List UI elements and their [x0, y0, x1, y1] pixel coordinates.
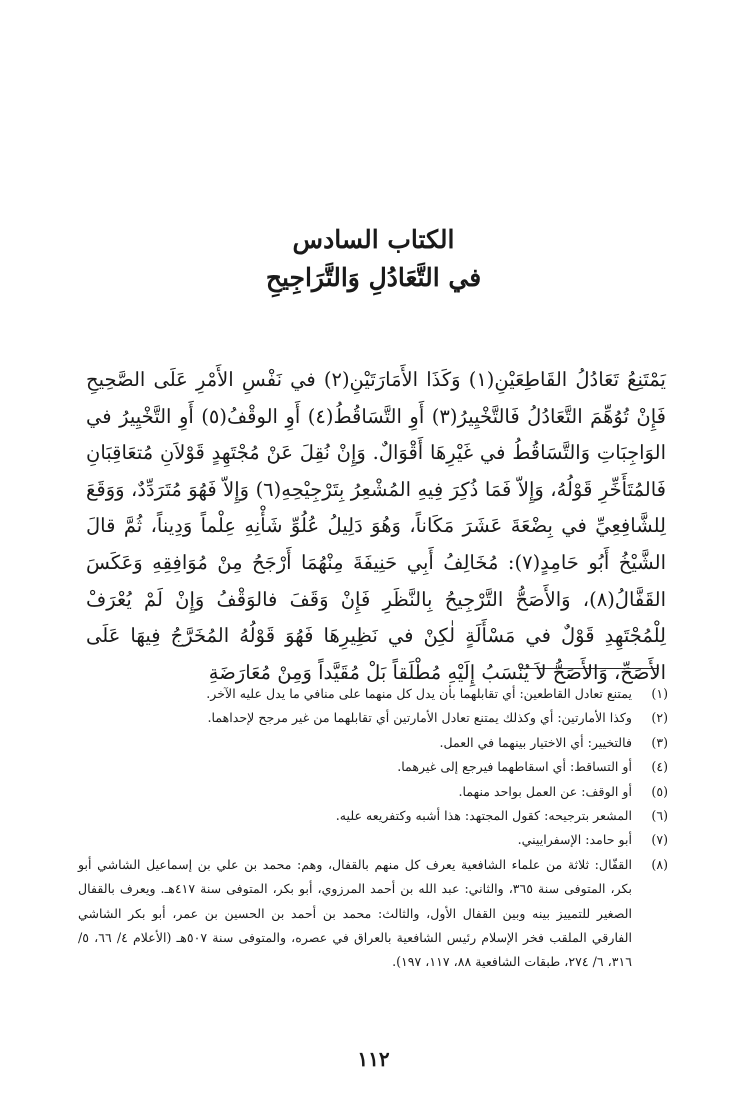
footnote-text: أو الوقف: عن العمل بواحد منهما. [458, 783, 632, 799]
footnote-item [78, 755, 668, 779]
footnote-number: (٨) [651, 856, 668, 872]
footnote-text: أو التساقط: أي اسقاطهما فيرجع إلى غيرهما. [397, 759, 632, 775]
footnote-item [78, 853, 668, 975]
footnote-number: (٦) [651, 808, 668, 824]
footnote-item [78, 780, 668, 804]
chapter-subtitle: في التَّعَادُلِ وَالتَّرَاجِيحِ [265, 263, 482, 292]
footnote-number: (٢) [651, 710, 668, 726]
footnote-item [78, 828, 668, 852]
chapter-title: الكتاب السادس [292, 225, 455, 254]
main-text: يَمْتَنِعُ تَعَادُلُ القَاطِعَيْنِ(١) وَكَذَا الأَمَارَتَيْنِ(٢) في نَفْسِ الأَمْرِ عَلَى الصَّحِيحِ فَإِنْ تُوُهِّمَ التَّعَادُلُ فَالتَّخْيِيرُ(٣) أَوِ التَّسَاقُطُ(٤) أَوِ الوقْفُ(٥) أَوِ التَّخْيِيرُ في الوَاجِبَاتِ وَالتَّسَاقُطُ في غَيْرِهَا أَقْوَالٌ. وَإِنْ نُقِلَ عَنْ مُجْتَهِدٍ قَوْلاَنِ مُتعَاقِبَانِ فَالمُتَأَخِّرِ قَوْلُهُ، وَإِلاّ فَمَا ذُكِرَ فِيهِ المُشْعِرُ بِتَرْجِيْحِهِ(٦) وَإِلاّ فَهُوَ مُتَرَدِّدٌ، وَوَقَعَ لِلشَّافِعِيِّ في بِضْعَةَ عَشَرَ مَكَاناً، وَهُوَ دَلِيلُ عُلُوِّ شَأْنِهِ عِلْماً وَدِيناً، ثُمَّ قالَ الشَّيْخُ أَبُو حَامِدٍ(٧): مُخَالِفُ أَبِي حَنِيفَةَ مِنْهُمَا أَرْجَحُ مِنْ مُوَافِقِهِ وَعَكَسَ القَفَّالُ(٨)، وَالأَصَحُّ التَّرْجِيحُ بِالنَّظَرِ فَإِنْ وَقَفَ فالوَقْفُ وَإِنْ لَمْ يُعْرَفْ لِلْمُجْتَهِدِ قَوْلٌ في مَسْأَلَةٍ لٰكِنْ في نَظِيرِهَا فَهُوَ قَوْلُهُ المُخَرَّجُ فِيهَا عَلَى الأَصَحِّ، وَالأَصَحُّ لاَ يُنْسَبُ إِلَيْهِ مُطْلَقاً بَلْ مُقَيَّداً وَمِنْ مُعَارَضَةِ [86, 368, 666, 684]
footnote-divider [519, 668, 659, 669]
footnote-text: المشعر بترجيحه: كقول المجتهد: هذا أشبه وكتفريعه عليه. [335, 808, 632, 824]
footnote-text: أبو حامد: الإسفراييني. [517, 832, 632, 848]
footnote-number: (١) [651, 686, 668, 701]
footnote-number: (٥) [651, 783, 668, 799]
page-number: ١١٢ [357, 1047, 390, 1071]
footnote-item [78, 804, 668, 828]
footnote-text: وكذا الأمارتين: أي وكذلك يمتنع تعادل الأمارتين أي تقابلهما من غير مرجح لإحداهما. [207, 710, 632, 726]
footnote-text: القفّال: ثلاثة من علماء الشافعية يعرف كل منهم بالقفال، وهم: محمد بن علي بن إسماعيل الشاشي أبو بكر، المتوفى سنة ٣٦٥، والثاني: عبد الله بن أحمد المرزوي، أبو بكر، المتوفى سنة ٤١٧هـ. ويعرف بالقفال الصغير للتمييز بينه وبين القفال الأول، والثالث: محمد بن أحمد بن الحسين بن عمر، أبو بكر الشاشي الفارقي الملقب فخر الإسلام رئيس الشافعية بالعراق في عصره، والمتوفى سنة ٥٠٧هـ (الأعلام ٤/ ٦٦، ٥/ ٣١٦، ٦/ ٢٧٤، طبقات الشافعية ٨٨، ١١٧، ١٩٧). [78, 856, 632, 970]
footnote-item [78, 706, 668, 730]
footnote-number: (٤) [651, 759, 668, 775]
footnote-item [78, 731, 668, 755]
footnote-item [78, 682, 668, 706]
footnote-text: يمتنع تعادل القاطعين: أي تقابلهما بأن يدل كل منهما على منافي ما يدل عليه الآخر. [206, 686, 632, 701]
footnotes-list [78, 682, 668, 975]
footnote-number: (٧) [651, 832, 668, 848]
footnote-text: فالتخيير: أي الاختيار بينهما في العمل. [439, 734, 632, 750]
footnote-number: (٣) [651, 734, 668, 750]
